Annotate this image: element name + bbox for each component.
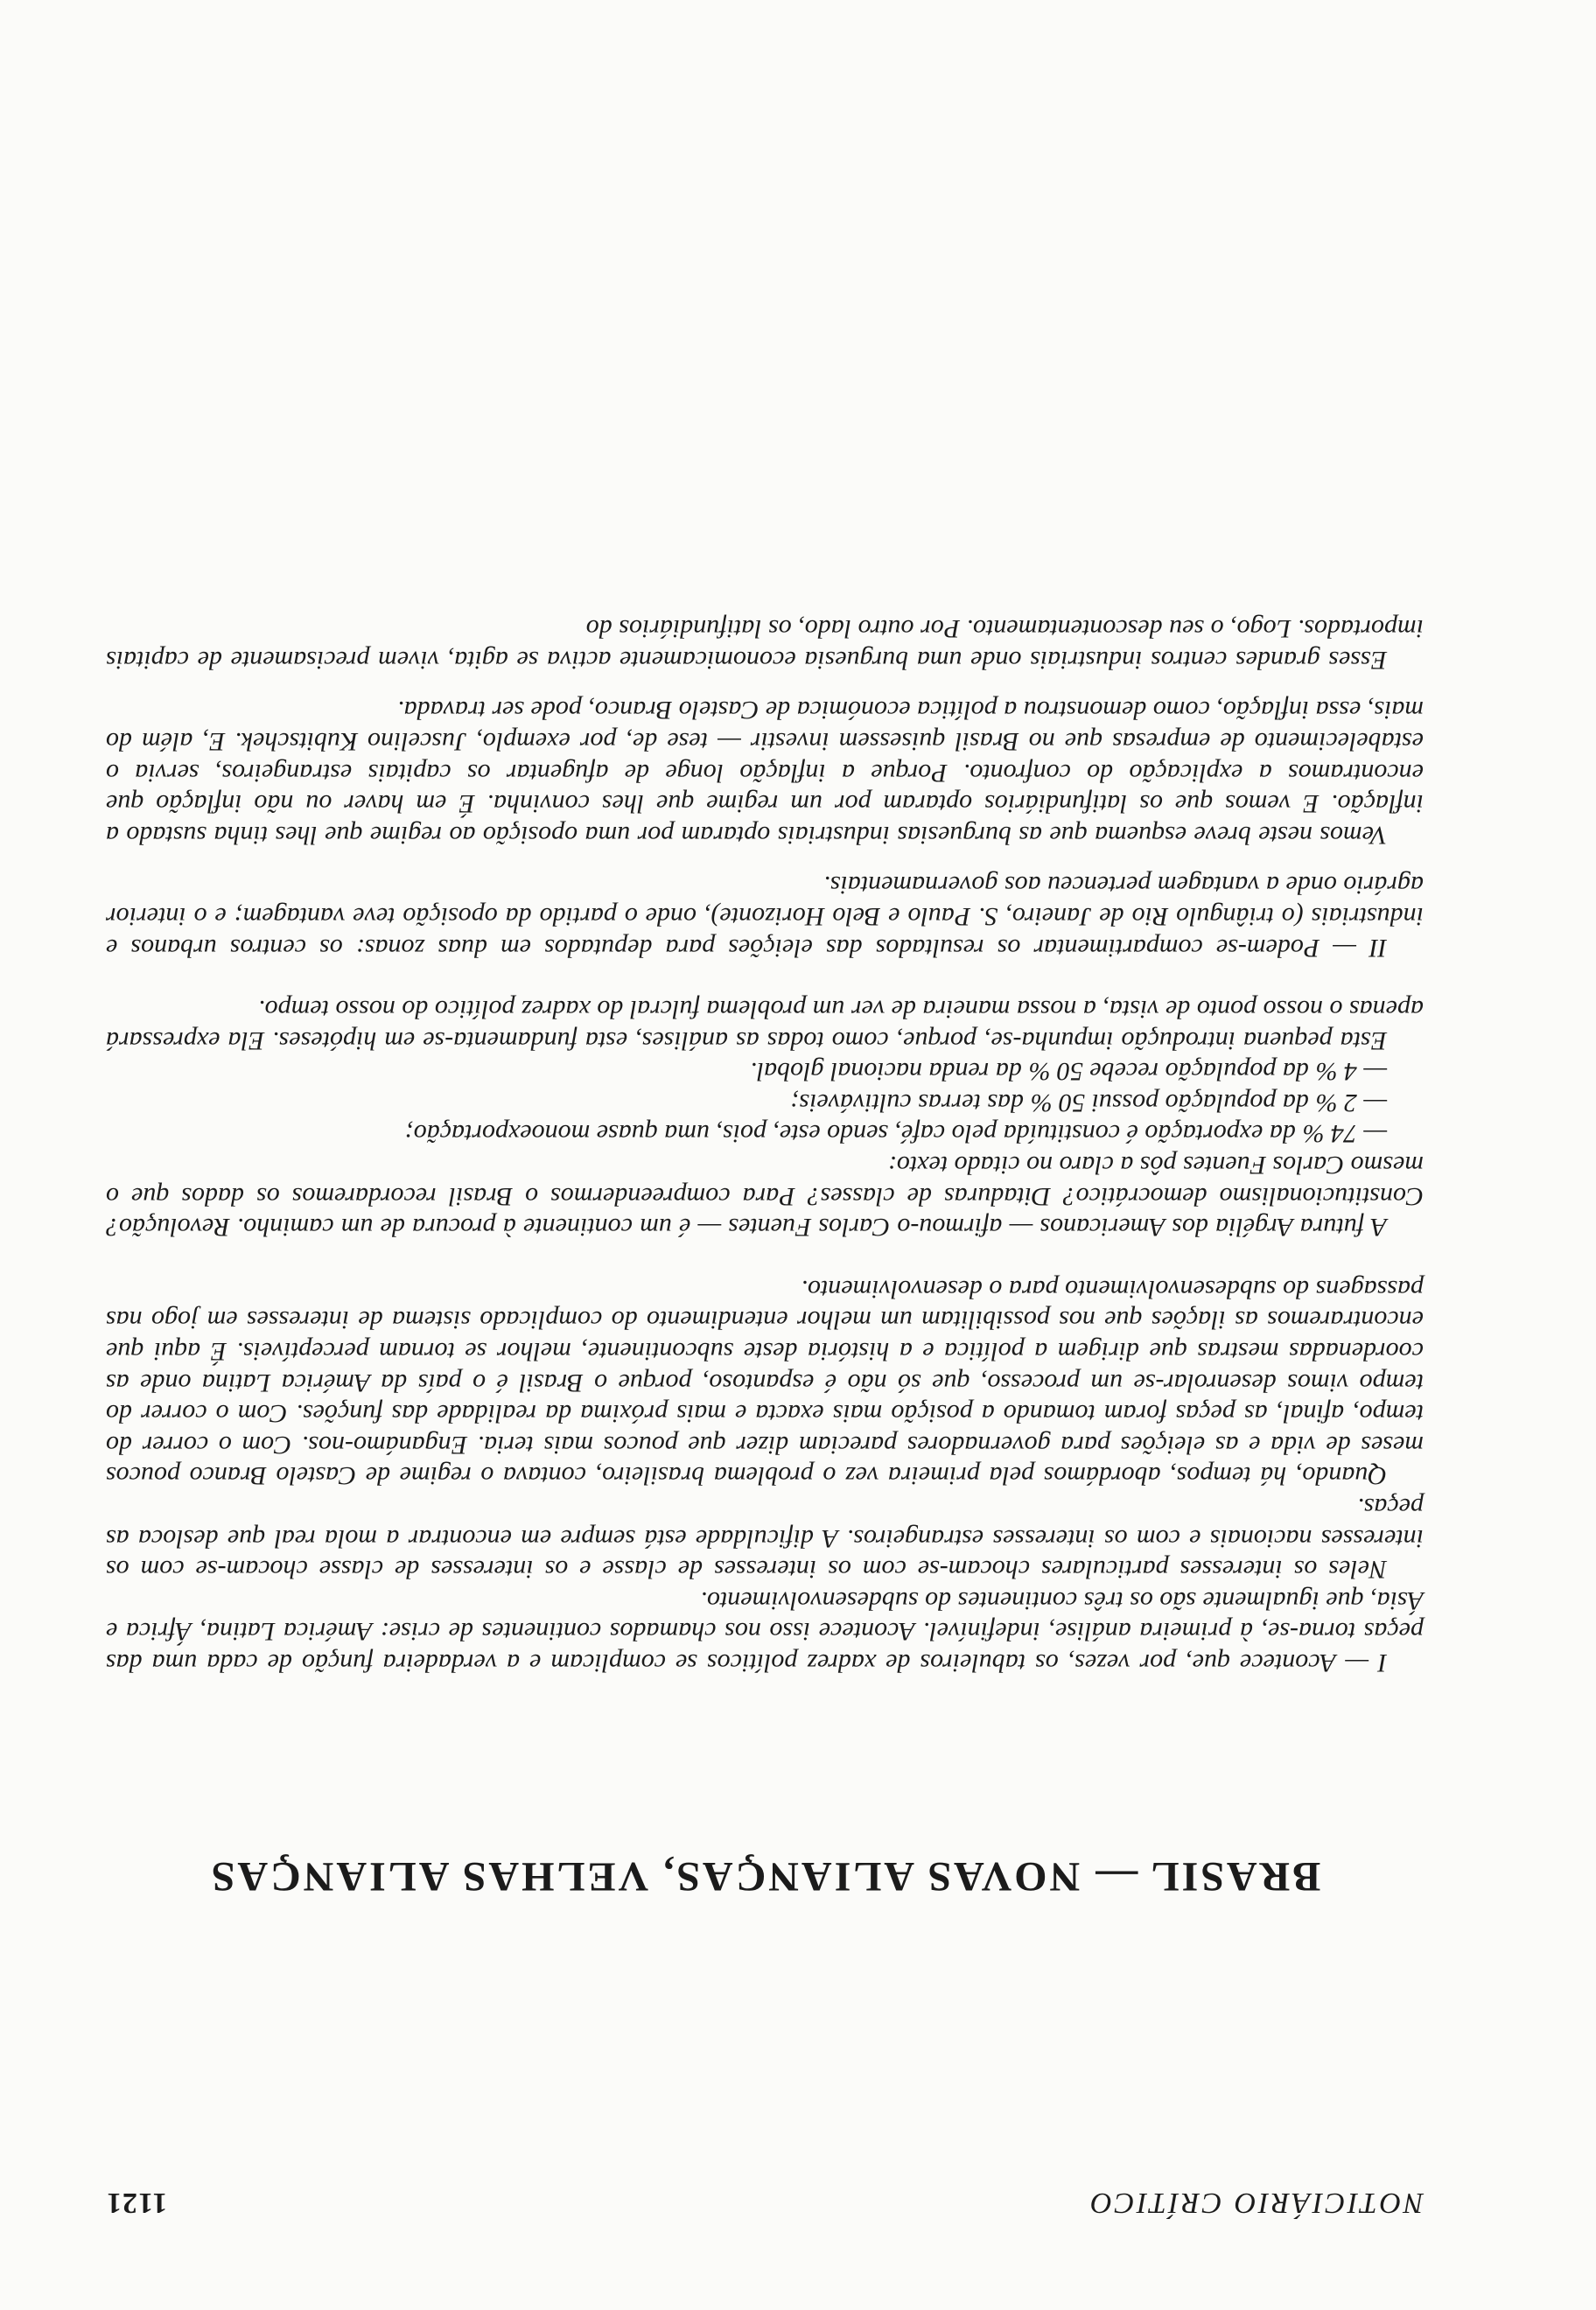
page-number: 1121 bbox=[106, 2187, 168, 2219]
paragraph-intro: I — Acontece que, por vezes, os tabuleiros de xadrez políticos se complicam e a verdadeira função de cada uma das peças torna-se, à primeira análise, indefinível. Acontece isso nos chamados continentes de crise: América Latina, África e Ásia, que igualmente são os três continentes do subdesenvolvimento. bbox=[106, 1586, 1424, 1677]
list-item-exports: — 74 % da exportação é constituída pelo café, sendo este, pois, uma quase monoexportação; bbox=[404, 1119, 1387, 1149]
paragraph-inflation: Vemos neste breve esquema que as burguesias industriais optaram por uma oposição ao regime que lhes tinha sustado a inflação. E vemos que os latifundiários optaram por um regime que lhes convinha. É em haver ou não inflação que encontramos a explicação do confronto. Porque a inflação longe de afugentar os capitais estrangeiros, servia o estabelecimento de empresas que no Brasil quisessem investir — tese de, por exemplo, Juscelino Kubitschek. E, além do mais, essa inflação, como demonstrou a política económica de Castelo Branco, pode ser travada. bbox=[106, 696, 1424, 850]
article-body bbox=[106, 613, 1424, 1678]
paragraph-industrial-centres: Esses grandes centros industriais onde uma burguesia economicamente activa se agita, vivem precisamente de capitais importados. Logo, o seu descontentamento. Por outro lado, os latifundiários do bbox=[106, 614, 1424, 675]
paragraph-interests: Neles os interesses particulares chocam-se com os interesses de classe e os interesses de classe chocam-se com os interesses nacionais e com os interesses estrangeiros. A dificuldade está sempre em encontrar a mola real que desloca as peças. bbox=[106, 1493, 1424, 1585]
paragraph-elections: II — Podem-se compartimentar os resultados das eleições para deputados em duas zonas: os centros urbanos e industriais (o triângulo Rio de Janeiro, S. Paulo e Belo Horizonte), onde o partido da oposição teve vantagem; e o interior agrário onde a vantagem pertenceu aos governamentais. bbox=[106, 871, 1424, 962]
list-item-land: — 2 % da população possui 50 % das terras cultiváveis; bbox=[790, 1088, 1387, 1117]
paragraph-hypotheses: Esta pequena introdução impunha-se, porque, como todas as análises, esta fundamenta-se em hipóteses. Ela expressará apenas o nosso ponto de vista, a nossa maneira de ver um problema fulcral do xadrez político do nosso tempo. bbox=[106, 995, 1424, 1055]
article-title: BRASIL — NOVAS ALIANÇAS, VELHAS ALIANÇAS bbox=[208, 1853, 1321, 1900]
paragraph-castelo-branco: Quando, há tempos, abordámos pela primeira vez o problema brasileiro, contava o regime de Castelo Branco poucos meses de vida e as eleições para governadores pareciam dizer que poucos mais teria. Enganámo-nos. Com o correr do tempo, afinal, as peças foram tomando a posição mais exacta e mais próxima da realidade das funções. Com o correr do tempo vimos desenrolar-se um processo, que só não é espantoso, porque o Brasil é o país da América Latina onde as coordenadas mestras que dirigem a política e a história deste subcontinente, melhor se tornam perceptíveis. É aqui que encontraremos as ilações que nos possibilitam um melhor entendimento do complicado sistema de interesses em jogo nas passagens do subdesenvolvimento para o desenvolvimento. bbox=[106, 1274, 1424, 1491]
paragraph-carlos-fuentes: A futura Argélia dos Americanos — afirmou-o Carlos Fuentes — é um continente à procura de um caminho. Revolução? Constitucionalismo democrático? Ditaduras de classes? Para compreendermos o Brasil recordaremos os dados que o mesmo Carlos Fuentes pôs a claro no citado texto: bbox=[106, 1151, 1424, 1242]
running-head-section: NOTICIÁRIO CRÍTICO bbox=[1088, 2187, 1424, 2219]
running-head bbox=[106, 2175, 1424, 2219]
list-item-income: — 4 % da população recebe 50 % da renda nacional global. bbox=[750, 1057, 1387, 1087]
